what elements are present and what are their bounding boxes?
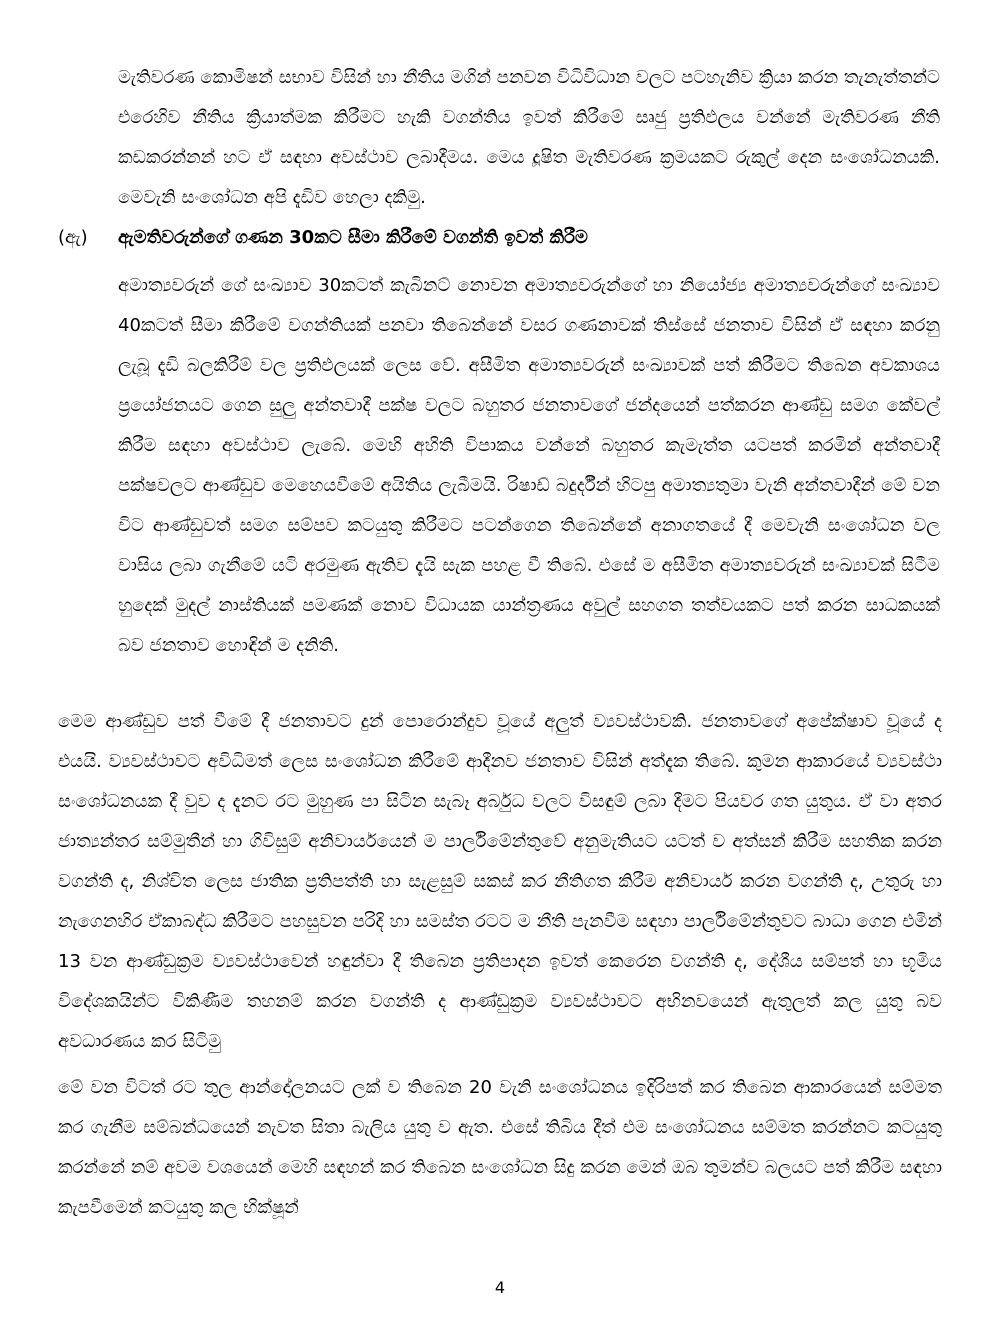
section-label: (ඇ) (58, 227, 88, 248)
paragraph-20th-amendment: මේ වන විටත් රට තුල ආන්දෝලනයට ලක් ව තිබෙන 20 වැනි සංශෝධනය ඉදිරිපත් කර තිබෙන ආකාරයෙන් සම්මත කර ගැනීම සම්බන්ධයෙන් නැවත සිතා බැලිය යුතු ව ඇත. එසේ තිබිය දීත් එම සංශෝධනය සම්මත කරන්නට කටයුතු කරන්නේ නම් අවම වශයෙන් මෙහි සඳහන් කර තිබෙන සංශෝධන සිදු කරන මෙන් ඔබ තුමන්ව බලයට පත් කිරීම සඳහා කැපවීමෙන් කටයුතු කල භික්ෂූන් (58, 1077, 942, 1218)
section-title: ඇමතිවරුන්ගේ ගණන 30කට සීමා කිරීමේ වගන්ති ඉවත් කිරීම (118, 227, 588, 248)
section-heading (58, 218, 942, 258)
paragraph-new-constitution: මෙම ආණ්ඩුව පත් වීමේ දී ජනතාවට දුන් පොරොන්දුව වූයේ අලුත් ව්‍යවස්ථාවකි. ජනතාවගේ අපේක්ෂාව වූයේ ද එයයි. ව්‍යවස්ථාවට අවිධිමත් ලෙස සංශෝධන කිරීමේ ආදීනව ජනතාව විසින් අත්දැක තිබේ. කුමන ආකාරයේ ව්‍යවස්ථා සංශෝධනයක දී වුව ද දැනට රට මුහුණ පා සිටින සැබෑ අර්බුධ වලට විසඳුම් ලබා දීමට පියවර ගත යුතුය. ඒ වා අතර ජාත්‍යන්තර සම්මුතීන් හා ගිවිසුම් අනිවාර්යයෙන් ම පාර්ලිමේන්තුවේ අනුමැතියට යටත් ව අත්සන් කිරීම සහතික කරන වගන්ති ද, නිශ්චිත ලෙස ජාතික ප්‍රතිපත්ති හා සැළසුම් සකස් කර නීතිගත කිරීම අනිවාර්ය කරන වගන්ති ද, උතුරු හා නැගෙනහිර ඒකාබද්ධ කිරීමට පහසුවන පරිදි හා සමස්ත රටට ම නීති පැනවීම සඳහා පාර්ලිමේන්තුවට බාධා ගෙන එමින් 13 වන ආණ්ඩුක්‍රම ව්‍යවස්ථාවෙන් හඳුන්වා දී තිබෙන ප්‍රතිපාදන ඉවත් කෙරෙන වගන්ති ද, දේශීය සම්පත් හා භූමිය විදේශකයින්ට විකිණීම තහනම් කරන වගන්ති ද ආණ්ඩුක්‍රම ව්‍යවස්ථාවට අභිනවයෙන් ඇතුලත් කල යුතු බව අවධාරණය කර සිටිමු (58, 711, 942, 1052)
paragraph-election-commission: මැතිවරණ කොමිෂන් සභාව විසින් හා නීතිය මගින් පනවන විධිවිධාන වලට පටහැනිව ක්‍රියා කරන තැනැත්තන්ට එරෙහිව නීතිය ක්‍රියාත්මක කිරීමට හැකි වගන්තිය ඉවත් කිරීමේ සෘජු ප්‍රතිඵලය වන්නේ මැතිවරණ නීති කඩකරන්නන් හට ඒ සඳහා අවස්ථාව ලබාදීමය. මෙය දූෂිත මැතිවරණ ක්‍රමයකට රුකුල් දෙන සංශෝධනයකි. මෙවැනි සංශෝධන අපි දැඩිව හෙලා දකිමු. (118, 67, 940, 208)
page-number: 4 (494, 1278, 506, 1297)
paragraph-ministers-limit: අමාත්‍යවරුන් ගේ සංඛ්‍යාව 30කටත් කැබිනට් නොවන අමාත්‍යවරුන්ගේ හා නියෝජ්‍ය අමාත්‍යවරුන්ගේ සංඛ්‍යාව 40කටත් සීමා කිරීමේ වගන්තියක් පනවා තිබෙන්නේ වසර ගණනාවක් තිස්සේ ජනතාව විසින් ඒ සඳහා කරනු ලැබූ දැඩි බලකිරීම් වල ප්‍රතිඵලයක් ලෙස වේ. අසීමිත අමාත්‍යවරුන් සංඛ්‍යාවක් පත් කිරීමට තිබෙන අවකාශය ප්‍රයෝජනයට ගෙන සුලු අන්තවාදී පක්ෂ වලට බහුතර ජනතාවගේ ජන්දයෙන් පත්කරන ආණ්ඩු සමග කේවල් කිරීම සඳහා අවස්ථාව ලැබේ. මෙහි අහිති විපාකය වන්නේ බහුතර කැමැත්ත යටපත් කරමින් අන්තවාදී පක්ෂවලට ආණ්ඩුව මෙහෙයවීමේ අයිතිය ලැබීමයි. රිෂාඩ් බදුර්දීන් හිටපු අමාත්‍යතුමා වැනි අන්තවාදීන් මේ වන විට ආණ්ඩුවත් සමග සම්පව කටයුතු කිරීමට පටන්ගෙන තිබෙන්නේ අනාගතයේ දී මෙවැනි සංශෝධන වල වාසිය ලබා ගැනීමේ යටි අරමුණ ඇතිව දැයි සැක පහළ වී තිබේ. එසේ ම අසීමිත අමාත්‍යවරුන් සංඛ්‍යාවක් සිටීම හුදෙක් මුදල් නාස්තියක් පමණක් නොව විධායක යාන්ත්‍රණය අවුල් සහගත තත්වයකට පත් කරන සාධකයක් බව ජනතාව හොඳින් ම දනිති. (118, 275, 940, 656)
